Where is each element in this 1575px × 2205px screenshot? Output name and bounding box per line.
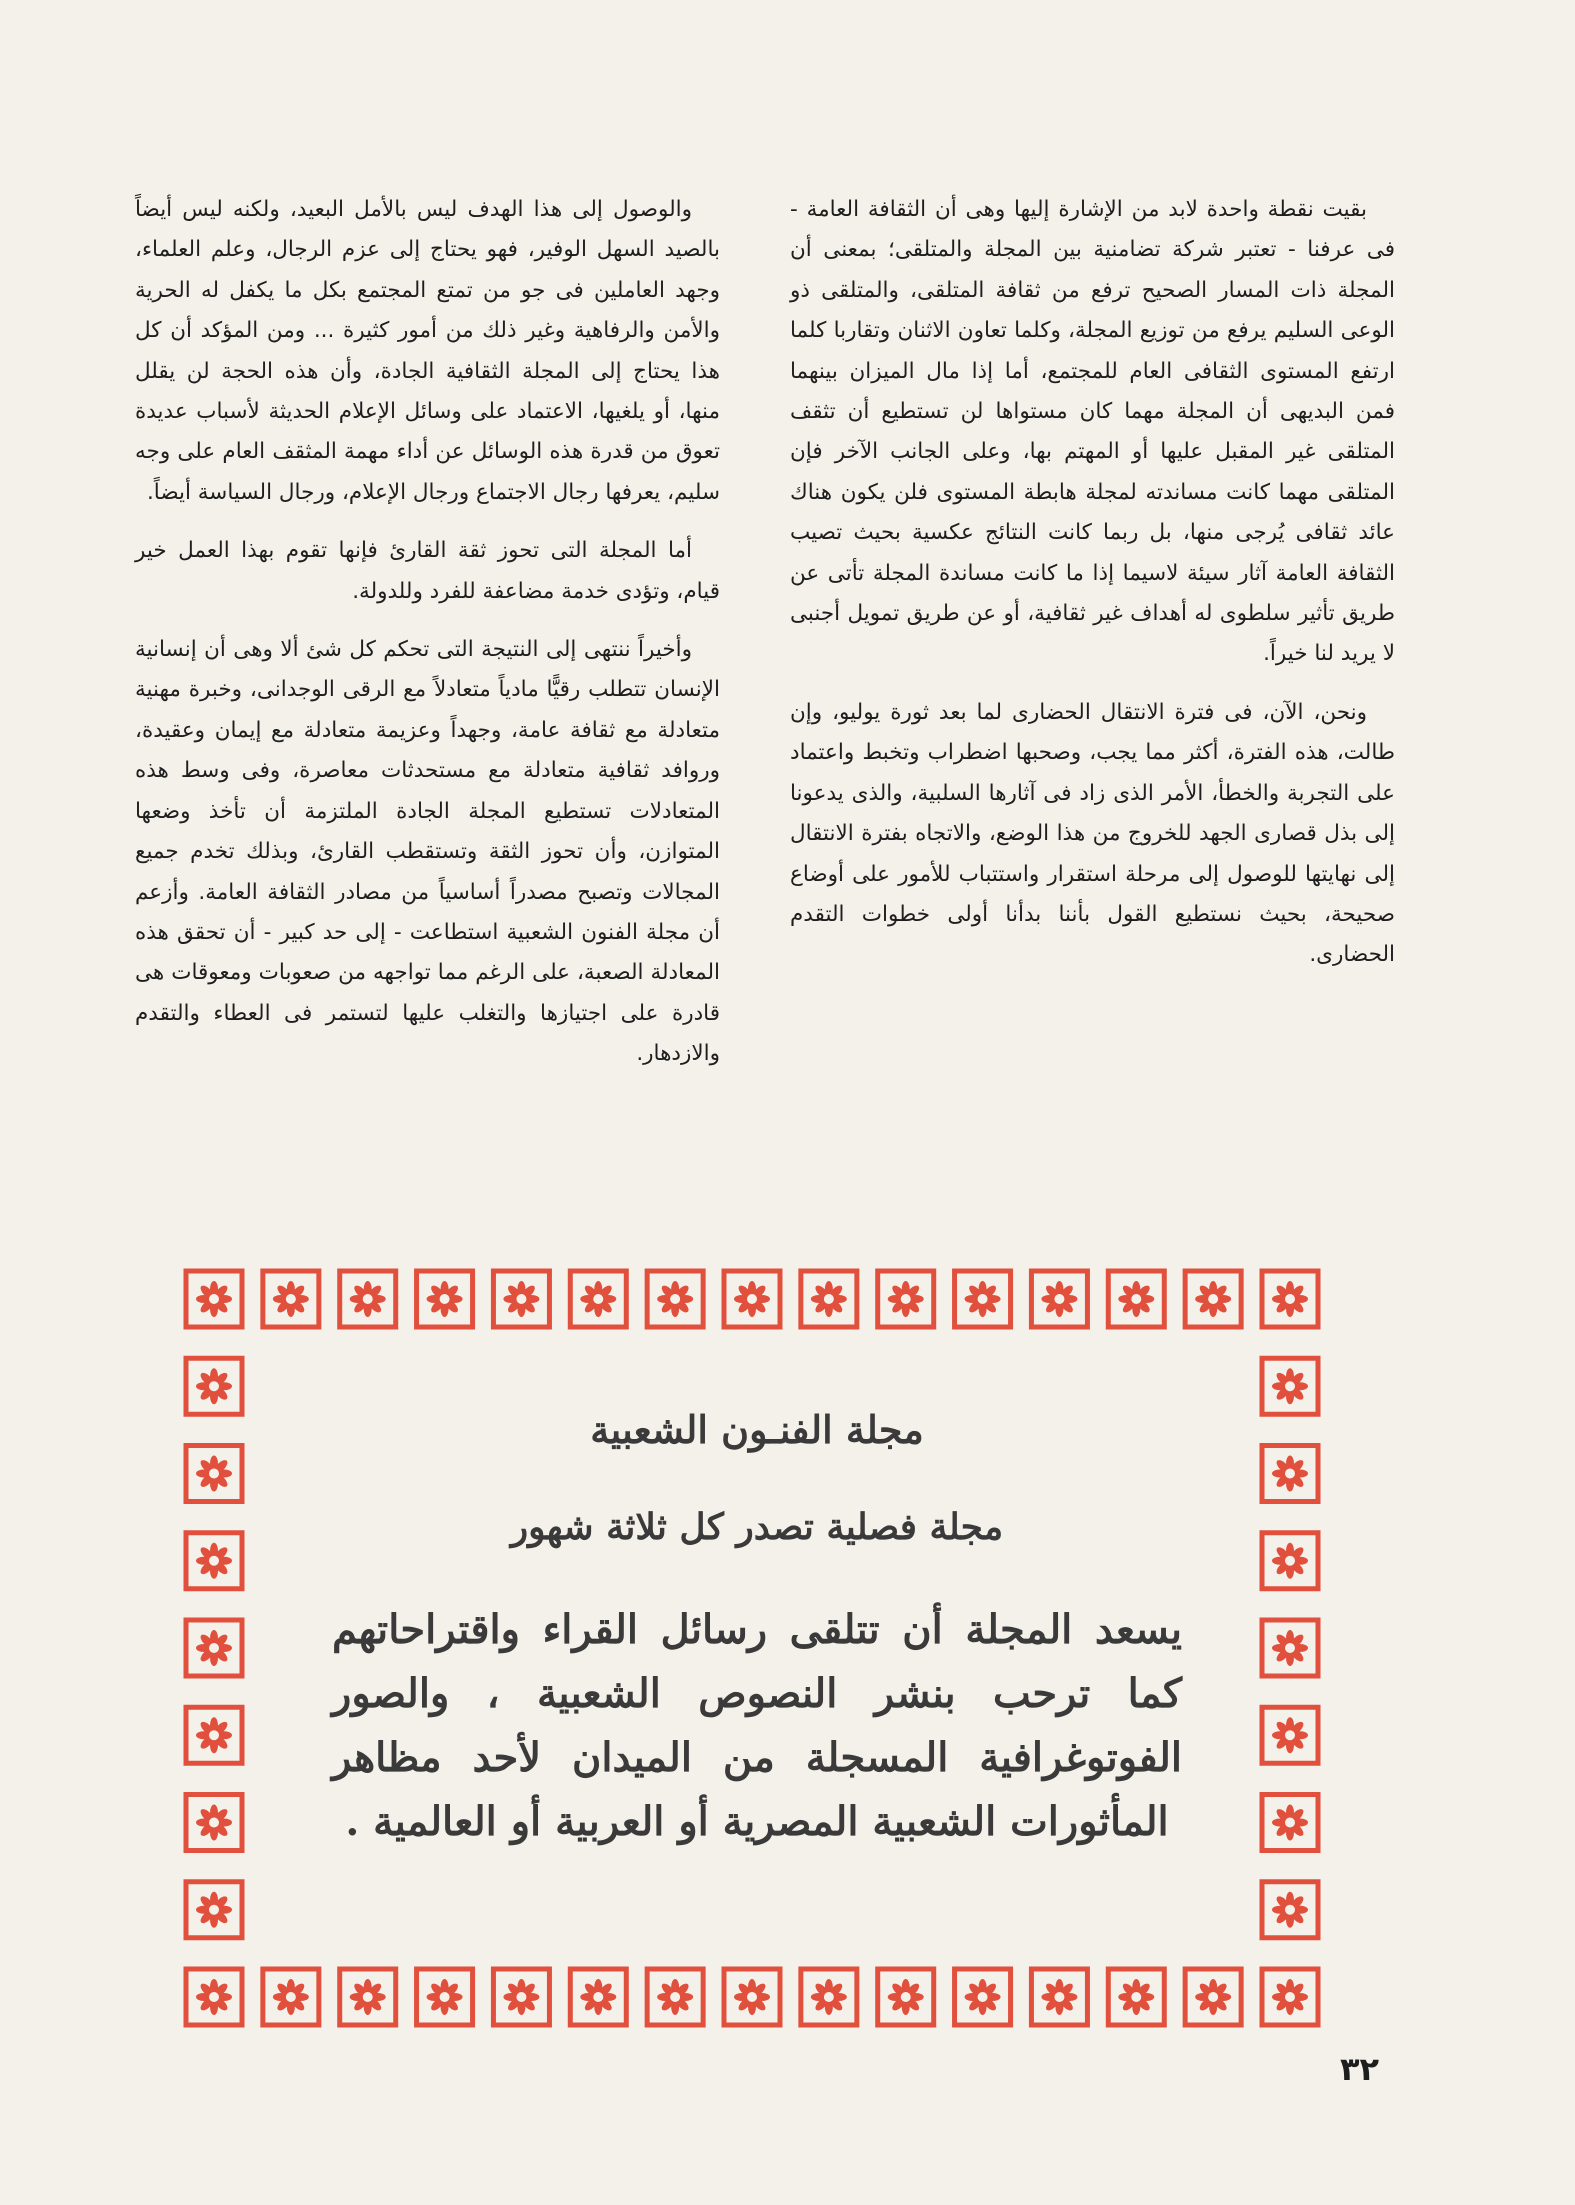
page-number: ٣٢ [1340, 2050, 1380, 2088]
announcement-subtitle: مجلة فصلية تصدر كل ثلاثة شهور [510, 1506, 1004, 1548]
flower-ornament-icon [186, 1707, 242, 1763]
flower-ornament-icon [647, 1969, 703, 2025]
flower-ornament-icon [1185, 1271, 1241, 1327]
flower-ornament-icon [955, 1271, 1011, 1327]
flower-ornament-icon [955, 1969, 1011, 2025]
flower-ornament-icon [186, 1969, 242, 2025]
flower-ornament-icon [186, 1533, 242, 1589]
article-column-right [790, 190, 1395, 994]
flower-ornament-icon [186, 1446, 242, 1502]
flower-ornament-icon [186, 1358, 242, 1414]
flower-ornament-icon [1262, 1358, 1318, 1414]
flower-ornament-icon [186, 1795, 242, 1851]
flower-ornament-icon [1262, 1533, 1318, 1589]
flower-ornament-icon [570, 1969, 626, 2025]
flower-ornament-icon [1262, 1620, 1318, 1676]
flower-ornament-icon [493, 1271, 549, 1327]
paragraph: أما المجلة التى تحوز ثقة القارئ فإنها تقوم بهذا العمل خير قيام، وتؤدى خدمة مضاعفة للفرد وللدولة. [135, 538, 720, 604]
flower-ornament-icon [263, 1271, 319, 1327]
flower-ornament-icon [801, 1271, 857, 1327]
flower-ornament-icon [493, 1969, 549, 2025]
flower-ornament-icon [340, 1271, 396, 1327]
flower-ornament-icon [724, 1271, 780, 1327]
flower-ornament-icon [1031, 1969, 1087, 2025]
flower-ornament-icon [1108, 1271, 1164, 1327]
paragraph: بقيت نقطة واحدة لابد من الإشارة إليها وهى أن الثقافة العامة - فى عرفنا - تعتبر شركة تضامنية بين المجلة والمتلقى؛ بمعنى أن المجلة ذات المسار الصحيح ترفع من ثقافة المتلقى، والمتلقى ذو الوعى السليم يرفع من توزيع المجلة، وكلما تعاون الاثنان وتقاربا كلما ارتفع المستوى الثقافى العام للمجتمع، أما إذا مال الميزان بينهما فمن البديهى أن المجلة مهما كان مستواها لن تستطيع أن تثقف المتلقى غير المقبل عليها أو المهتم بها، وعلى الجانب الآخر فإن المتلقى مهما كانت مساندته لمجلة هابطة المستوى فلن يكون هناك عائد ثقافى يُرجى منها، بل ربما كانت النتائج عكسية بحيث تصيب الثقافة العامة آثار سيئة لاسيما إذا ما كانت مساندة المجلة تأتى عن طريق تأثير سلطوى له أهداف غير ثقافية، أو عن طريق تمويل أجنبى لا يريد لنا خيراً. [790, 197, 1395, 667]
flower-ornament-icon [186, 1620, 242, 1676]
flower-ornament-icon [1262, 1446, 1318, 1502]
announcement-text [332, 1407, 1182, 1854]
flower-ornament-icon [724, 1969, 780, 2025]
flower-ornament-icon [1262, 1882, 1318, 1938]
flower-ornament-icon [340, 1969, 396, 2025]
flower-ornament-icon [417, 1969, 473, 2025]
flower-ornament-icon [801, 1969, 857, 2025]
flower-ornament-icon [1262, 1969, 1318, 2025]
flower-ornament-icon [186, 1271, 242, 1327]
flower-ornament-icon [1031, 1271, 1087, 1327]
announcement-box [182, 1267, 1322, 2029]
paragraph: وأخيراً ننتهى إلى النتيجة التى تحكم كل شئ ألا وهى أن إنسانية الإنسان تتطلب رقيًّا مادياً متعادلاً مع الرقى الوجدانى، وخبرة مهنية متعادلة مع ثقافة عامة، وجهداً وعزيمة متعادلة مع إيمان وعقيدة، وروافد ثقافية متعادلة مع مستحدثات معاصرة، وفى وسط هذه المتعادلات تستطيع المجلة الجادة الملتزمة أن تأخذ وضعها المتوازن، وأن تحوز الثقة وتستقطب القارئ، وبذلك تخدم جميع المجالات وتصبح مصدراً أساسياً من مصادر الثقافة العامة. وأزعم أن مجلة الفنون الشعبية استطاعت - إلى حد كبير - أن تحقق هذه المعادلة الصعبة، على الرغم مما تواجهه من صعوبات ومعوقات هى قادرة على اجتيازها والتغلب عليها لتستمر فى العطاء والتقدم والازدهار. [135, 637, 720, 1067]
paragraph: والوصول إلى هذا الهدف ليس بالأمل البعيد، ولكنه ليس أيضاً بالصيد السهل الوفير، فهو يحتاج إلى عزم الرجال، وعلم العلماء، وجهد العاملين فى جو من تمتع المجتمع بكل ما يكفل له الحرية والأمن والرفاهية وغير ذلك من أمور كثيرة ... ومن المؤكد أن كل هذا يحتاج إلى المجلة الثقافية الجادة، وأن هذه الحجة لن يقلل منها، أو يلغيها، الاعتماد على وسائل الإعلام الحديثة لأسباب عديدة تعوق من قدرة هذه الوسائل عن أداء مهمة المثقف العام على وجه سليم، يعرفها رجال الاجتماع ورجال الإعلام، ورجال السياسة أيضاً. [135, 197, 720, 505]
flower-ornament-icon [570, 1271, 626, 1327]
flower-ornament-icon [1262, 1795, 1318, 1851]
flower-ornament-icon [186, 1882, 242, 1938]
flower-ornament-icon [1108, 1969, 1164, 2025]
announcement-title: مجلة الفنـون الشعبية [590, 1407, 924, 1452]
flower-ornament-icon [263, 1969, 319, 2025]
flower-ornament-icon [878, 1271, 934, 1327]
paragraph: ونحن، الآن، فى فترة الانتقال الحضارى لما بعد ثورة يوليو، وإن طالت، هذه الفترة، أكثر مما يجب، وصحبها اضطراب وتخبط واعتماد على التجربة والخطأ، الأمر الذى زاد فى آثارها السلبية، والذى يدعونا إلى بذل قصارى الجهد للخروج من هذا الوضع، والاتجاه بفترة الانتقال إلى نهايتها للوصول إلى مرحلة استقرار واستتباب للأمور على أوضاع صحيحة، بحيث نستطيع القول بأننا بدأنا أولى خطوات التقدم الحضارى. [790, 699, 1395, 968]
flower-ornament-icon [1185, 1969, 1241, 2025]
announcement-body: يسعد المجلة أن تتلقى رسائل القراء واقتراحاتهم كما ترحب بنشر النصوص الشعبية ، والصور الفوتوغرافية المسجلة من الميدان لأحد مظاهر المأثورات الشعبية المصرية أو العربية أو العالمية . [332, 1606, 1182, 1845]
flower-ornament-icon [878, 1969, 934, 2025]
flower-ornament-icon [417, 1271, 473, 1327]
flower-ornament-icon [1262, 1707, 1318, 1763]
flower-ornament-icon [1262, 1271, 1318, 1327]
flower-ornament-icon [647, 1271, 703, 1327]
article-column-left [135, 190, 720, 1093]
